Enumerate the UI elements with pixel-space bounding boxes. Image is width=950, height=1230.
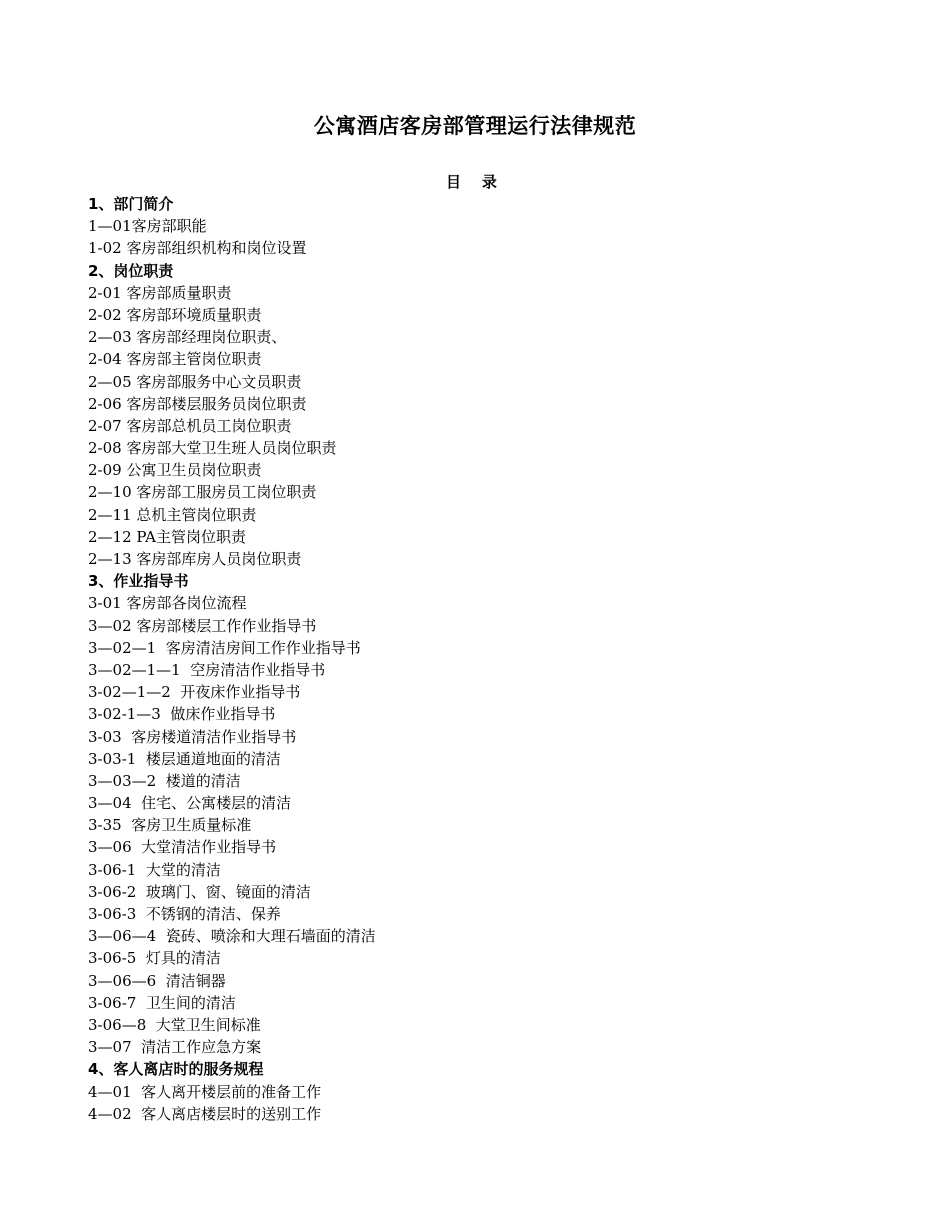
toc-entry: 1-02 客房部组织机构和岗位设置 [88,239,307,258]
toc-entry: 3-02—1—2 开夜床作业指导书 [88,683,301,702]
toc-entry: 3-06-7 卫生间的清洁 [88,993,236,1012]
toc-entry: 3-02-1—3 做床作业指导书 [88,705,276,724]
toc-entry: 3-06-5 灯具的清洁 [88,949,221,968]
toc-entry: 3-06—8 大堂卫生间标准 [88,1015,261,1034]
toc-entry: 3-06-1 大堂的清洁 [88,860,221,879]
toc-entry: 2—11 总机主管岗位职责 [88,505,257,524]
toc-entry: 3—03—2 楼道的清洁 [88,771,241,790]
toc-entry: 2—03 客房部经理岗位职责、 [88,328,287,347]
toc-entry: 2-07 客房部总机员工岗位职责 [88,416,292,435]
toc-entry: 3-35 客房卫生质量标准 [88,816,252,835]
toc-entry: 3—02—1—1 空房清洁作业指导书 [88,660,326,679]
toc-entry: 3-03-1 楼层通道地面的清洁 [88,749,281,768]
table-of-contents [88,193,888,1125]
toc-entry: 2—10 客房部工服房员工岗位职责 [88,483,317,502]
toc-entry: 3—06—6 清洁铜器 [88,971,226,990]
toc-entry: 2—12 PA主管岗位职责 [88,527,246,546]
toc-section-heading: 4、客人离店时的服务规程 [88,1060,264,1079]
toc-entry: 3-01 客房部各岗位流程 [88,594,247,613]
toc-entry: 2—13 客房部库房人员岗位职责 [88,550,302,568]
toc-entry: 3-06-3 不锈钢的清洁、保养 [88,905,281,923]
toc-entry: 3—07 清洁工作应急方案 [88,1038,262,1057]
toc-entry: 2-01 客房部质量职责 [88,283,232,302]
document-title: 公寓酒店客房部管理运行法律规范 [313,114,637,138]
toc-entry: 2-09 公寓卫生员岗位职责 [88,461,262,480]
toc-entry: 3-06-2 玻璃门、窗、镜面的清洁 [88,882,311,901]
toc-section-heading: 2、岗位职责 [88,261,174,280]
toc-heading: 目 录 [446,173,497,191]
toc-entry: 3—02 客房部楼层工作作业指导书 [88,616,317,635]
toc-entry: 2-04 客房部主管岗位职责 [88,350,262,369]
toc-entry: 2-06 客房部楼层服务员岗位职责 [88,394,307,413]
toc-section-heading: 1、部门简介 [88,195,174,213]
toc-entry: 3—06—4 瓷砖、喷涂和大理石墙面的清洁 [88,927,376,946]
toc-entry: 2—05 客房部服务中心文员职责 [88,372,302,391]
toc-section-heading: 3、作业指导书 [88,572,189,591]
toc-entry: 4—01 客人离开楼层前的准备工作 [88,1082,322,1101]
toc-entry: 3—04 住宅、公寓楼层的清洁 [88,794,292,813]
toc-entry: 1—01客房部职能 [88,217,207,236]
toc-entry: 2-02 客房部环境质量职责 [88,305,262,324]
toc-entry: 2-08 客房部大堂卫生班人员岗位职责 [88,439,337,458]
toc-entry: 4—02 客人离店楼层时的送别工作 [88,1104,322,1123]
toc-entry: 3-03 客房楼道清洁作业指导书 [88,727,297,746]
toc-entry: 3—02—1 客房清洁房间工作作业指导书 [88,638,361,657]
toc-entry: 3—06 大堂清洁作业指导书 [88,838,277,857]
